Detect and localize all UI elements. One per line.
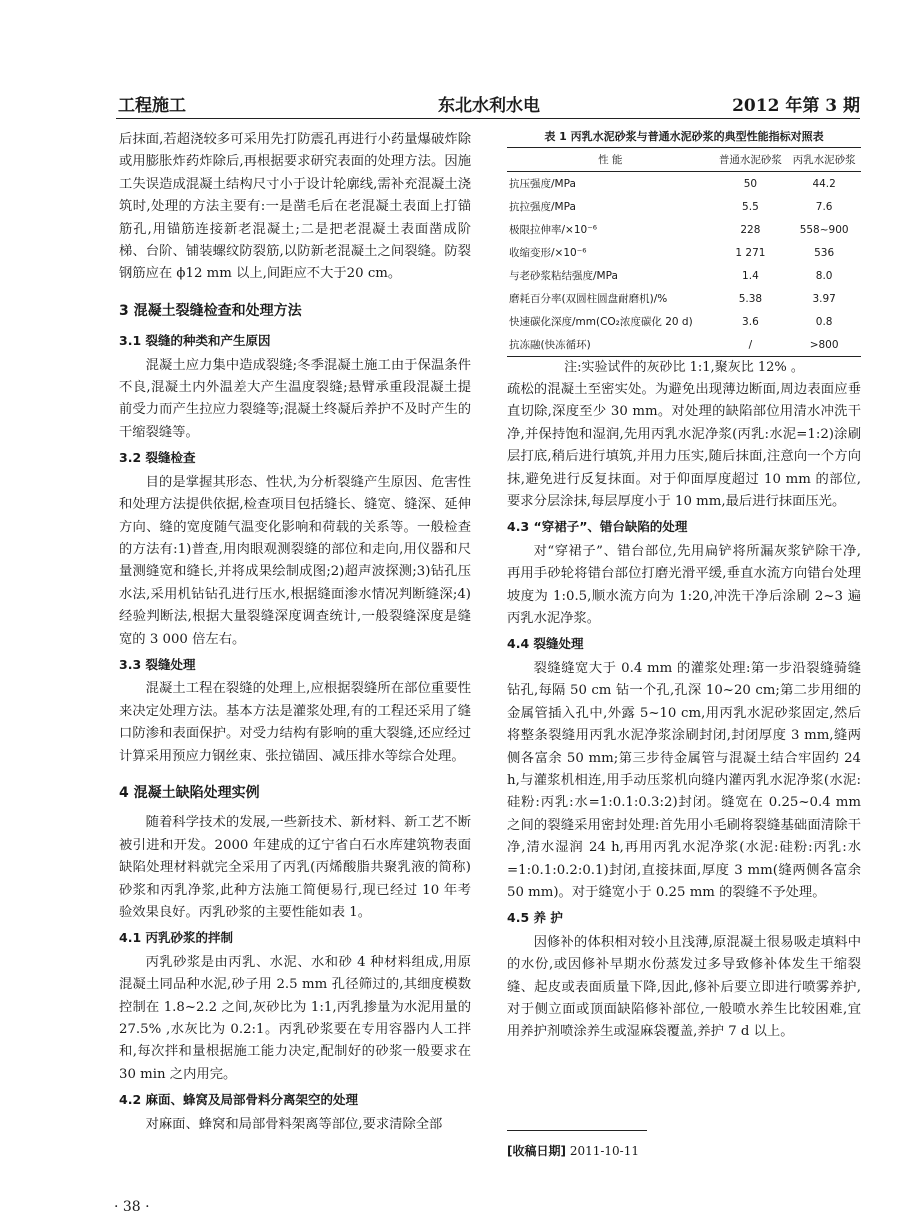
running-header bbox=[118, 91, 860, 115]
table-cell: 50 bbox=[743, 177, 758, 190]
table-cell: 极限拉伸率/×10⁻⁶ bbox=[509, 224, 597, 236]
heading-4-2: 4.2 麻面、蜂窝及局部骨料分离架空的处理 bbox=[119, 1092, 358, 1108]
table-row bbox=[507, 241, 861, 264]
heading-4-3: 4.3 “穿裙子”、错台缺陷的处理 bbox=[507, 519, 688, 535]
table-row bbox=[507, 310, 861, 333]
heading-section-3: 3 混凝土裂缝检查和处理方法 bbox=[119, 302, 302, 319]
properties-table bbox=[507, 147, 861, 357]
table-row bbox=[507, 287, 861, 310]
table-row bbox=[507, 172, 861, 196]
table-cell: / bbox=[714, 333, 788, 357]
paragraph-intro: 后抹面,若超浇较多可采用先打防震孔再进行小药量爆破炸除或用膨胀炸药炸除后,再根据要求研究表面的处理方法。因施工失误造成混凝土结构尺寸小于设计轮廓线,需补充混凝土浇筑时,处理的方法主要有:一是凿毛后在老混凝土表面上打锚筋孔,用锚筋连接新老混凝土;二是把老混凝土表面凿成阶梯、台阶、铺装螺纹防裂筋,以防新老混凝土之间裂缝。防裂钢筋应在 ϕ12 mm 以上,间距应不大于20 cm。 bbox=[119, 132, 471, 282]
table-cell: 8.0 bbox=[815, 269, 833, 282]
paragraph-4-4: 裂缝缝宽大于 0.4 mm 的灌浆处理:第一步沿裂缝骑缝钻孔,每隔 50 cm 钻一个孔,孔深 10~20 cm;第二步用细的金属管插入孔中,外露 5~10 cm,用丙乳水泥砂浆固定,然后将整条裂缝用丙乳水泥净浆涂刷封闭,封闭厚度 3 mm,缝两侧各富余 50 mm;第三步待金属管与混凝土结合牢固约 24 h,与灌浆机相连,用手动压浆机向缝内灌丙乳水泥净浆(水泥:硅粉:丙乳:水=1:0.1:0.3:2)封闭。缝宽在 0.25~0.4 mm 之间的裂缝采用密封处理:首先用小毛刷将裂缝基础面清除干净,清水湿润 24 h,再用丙乳水泥净浆(水泥:硅粉:丙乳:水=1:0.1:0.2:0.1)封闭,直接抹面,厚度 3 mm(缝两侧各富余 50 mm)。对于缝宽小于 0.25 mm 的裂缝不予处理。 bbox=[507, 660, 861, 900]
page-number: · 38 · bbox=[114, 1199, 150, 1215]
table-cell: 44.2 bbox=[812, 177, 836, 190]
table-cell: 5.5 bbox=[742, 200, 759, 213]
table-cell: >800 bbox=[787, 333, 861, 357]
paragraph-3-3: 混凝土工程在裂缝的处理上,应根据裂缝所在部位重要性来决定处理方法。基本方法是灌浆处理,有的工程还采用了缝口防渗和表面保护。对受力结构有影响的重大裂缝,还应经过计算采用预应力钢丝束、张拉锚固、减压排水等综合处理。 bbox=[119, 681, 471, 764]
table-cell: 1.4 bbox=[742, 269, 759, 282]
paragraph-4-2: 对麻面、蜂窝和局部骨料架离等部位,要求清除全部 bbox=[145, 1116, 443, 1132]
table-cell: 3.97 bbox=[812, 292, 836, 305]
heading-4-1: 4.1 丙乳砂浆的拌制 bbox=[119, 930, 233, 946]
footnote-rule bbox=[507, 1130, 647, 1131]
heading-3-3: 3.3 裂缝处理 bbox=[119, 656, 196, 672]
table-cell: 5.38 bbox=[738, 292, 763, 305]
header-issue: 2012 年第 3 期 bbox=[732, 96, 860, 116]
table-cell: 7.6 bbox=[815, 200, 833, 213]
table-note: 注:实验试件的灰砂比 1:1,聚灰比 12% 。 bbox=[564, 360, 804, 375]
table-cell: 0.8 bbox=[815, 315, 833, 328]
paragraph-4-1: 丙乳砂浆是由丙乳、水泥、水和砂 4 种材料组成,用原混凝土同品种水泥,砂子用 2.5 mm 孔径筛过的,其细度模数控制在 1.8~2.2 之间,灰砂比为 1:1,丙乳掺量为水泥用量的 27.5% ,水灰比为 0.2:1。丙乳砂浆要在专用容器内人工拌和,每次拌和量根据施工能力决定,配制好的砂浆一般要求在 30 min 之内用完。 bbox=[119, 954, 471, 1082]
heading-4-4: 4.4 裂缝处理 bbox=[507, 636, 584, 652]
table-row bbox=[507, 264, 861, 287]
paragraph-continued: 疏松的混凝土至密实处。为避免出现薄边断面,周边表面应垂直切除,深度至少 30 mm。对处理的缺陷部位用清水冲洗干净,并保持饱和湿润,先用丙乳水泥净浆(丙乳:水泥=1:2)涂刷层打底,稍后进行填筑,并用力压实,随后抹面,注意向一个方向抹,避免进行反复抹面。对于仰面厚度超过 10 mm 的部位,要求分层涂抹,每层厚度小于 10 mm,最后进行抹面压光。 bbox=[507, 382, 861, 510]
table-cell: 与老砂浆粘结强度/MPa bbox=[509, 270, 618, 282]
table-row bbox=[507, 195, 861, 218]
table-header-property: 性 能 bbox=[507, 148, 714, 172]
heading-3-1: 3.1 裂缝的种类和产生原因 bbox=[119, 333, 271, 349]
table-cell: 1 271 bbox=[735, 246, 766, 259]
table-cell: 3.6 bbox=[742, 315, 759, 328]
right-column bbox=[507, 379, 861, 1044]
table-title: 表 1 丙乳水泥砂浆与普通水泥砂浆的典型性能指标对照表 bbox=[544, 130, 824, 143]
table-header-acrylic: 丙乳水泥砂浆 bbox=[787, 148, 861, 172]
heading-4-5: 4.5 养 护 bbox=[507, 910, 563, 926]
table-row bbox=[507, 333, 861, 357]
table-cell: 558~900 bbox=[799, 223, 849, 236]
table-cell: 抗冻融(快冻循环) bbox=[507, 333, 714, 357]
table-cell: 抗压强度/MPa bbox=[509, 178, 576, 190]
paragraph-4: 随着科学技术的发展,一些新技术、新材料、新工艺不断被引进和开发。2000 年建成的辽宁省白石水库建筑物表面缺陷处理材料就完全采用了丙乳(丙烯酸脂共聚乳液的简称)砂浆和丙乳净浆,此种方法施工简便易行,现已经过 10 年考验效果良好。丙乳砂浆的主要性能如表 1。 bbox=[119, 815, 471, 920]
table-cell: 磨耗百分率(双圆柱圆盘耐磨机)/% bbox=[509, 293, 668, 305]
left-column bbox=[119, 129, 471, 1136]
table-cell: 收缩变形/×10⁻⁶ bbox=[509, 247, 587, 259]
received-date-line bbox=[507, 1142, 639, 1159]
paragraph-4-5: 因修补的体积相对较小且浅薄,原混凝土很易吸走填料中的水份,或因修补早期水份蒸发过多导致修补体发生干缩裂缝、起皮或表面质量下降,因此,修补后要立即进行喷雾养护,对于侧立面或顶面缺陷修补部位,一般喷水养生比较困难,宜用养护剂喷涂养生或湿麻袋覆盖,养护 7 d 以上。 bbox=[507, 934, 861, 1040]
received-date: 2011-10-11 bbox=[569, 1144, 639, 1158]
header-journal: 东北水利水电 bbox=[438, 96, 540, 116]
table-cell: 快速碳化深度/mm(CO₂浓度碳化 20 d) bbox=[509, 316, 693, 328]
paragraph-4-3: 对“穿裙子”、错台部位,先用扁铲将所漏灰浆铲除干净,再用手砂轮将错台部位打磨光滑平缓,垂直水流方向错台处理坡度为 1:0.5,顺水流方向为 1:20,冲洗干净后涂刷 2~3 遍丙乳水泥净浆。 bbox=[507, 543, 861, 627]
table-cell: 536 bbox=[814, 246, 835, 259]
header-section: 工程施工 bbox=[118, 96, 186, 116]
paragraph-3-1: 混凝土应力集中造成裂缝;冬季混凝土施工由于保温条件不良,混凝土内外温差大产生温度裂缝;悬臂承重段混凝土提前受力而产生拉应力裂缝等;混凝土终凝后养护不及时产生的干缩裂缝等。 bbox=[119, 357, 471, 440]
table-cell: 228 bbox=[740, 223, 761, 236]
heading-3-2: 3.2 裂缝检查 bbox=[119, 450, 196, 466]
paragraph-3-2: 目的是掌握其形态、性状,为分析裂缝产生原因、危害性和处理方法提供依据,检查项目包括缝长、缝宽、缝深、延伸方向、缝的宽度随气温变化影响和荷载的关系等。一般检查的方法有:1)普查,用肉眼观测裂缝的部位和走向,用仪器和尺量测缝宽和缝长,并将成果绘制成图;2)超声波探测;3)钻孔压水法,采用机钻钻孔进行压水,根据缝面渗水情况判断缝深;4)经验判断法,根据大量裂缝深度调查统计,一般裂缝深度是缝宽的 3 000 倍左右。 bbox=[119, 474, 471, 647]
received-label: [收稿日期] bbox=[507, 1144, 566, 1158]
table-header-ordinary: 普通水泥砂浆 bbox=[714, 148, 788, 172]
heading-section-4: 4 混凝土缺陷处理实例 bbox=[119, 784, 260, 801]
header-rule bbox=[116, 118, 860, 119]
table-cell: 抗拉强度/MPa bbox=[509, 201, 576, 213]
table-row bbox=[507, 218, 861, 241]
table-header-row bbox=[507, 148, 861, 172]
